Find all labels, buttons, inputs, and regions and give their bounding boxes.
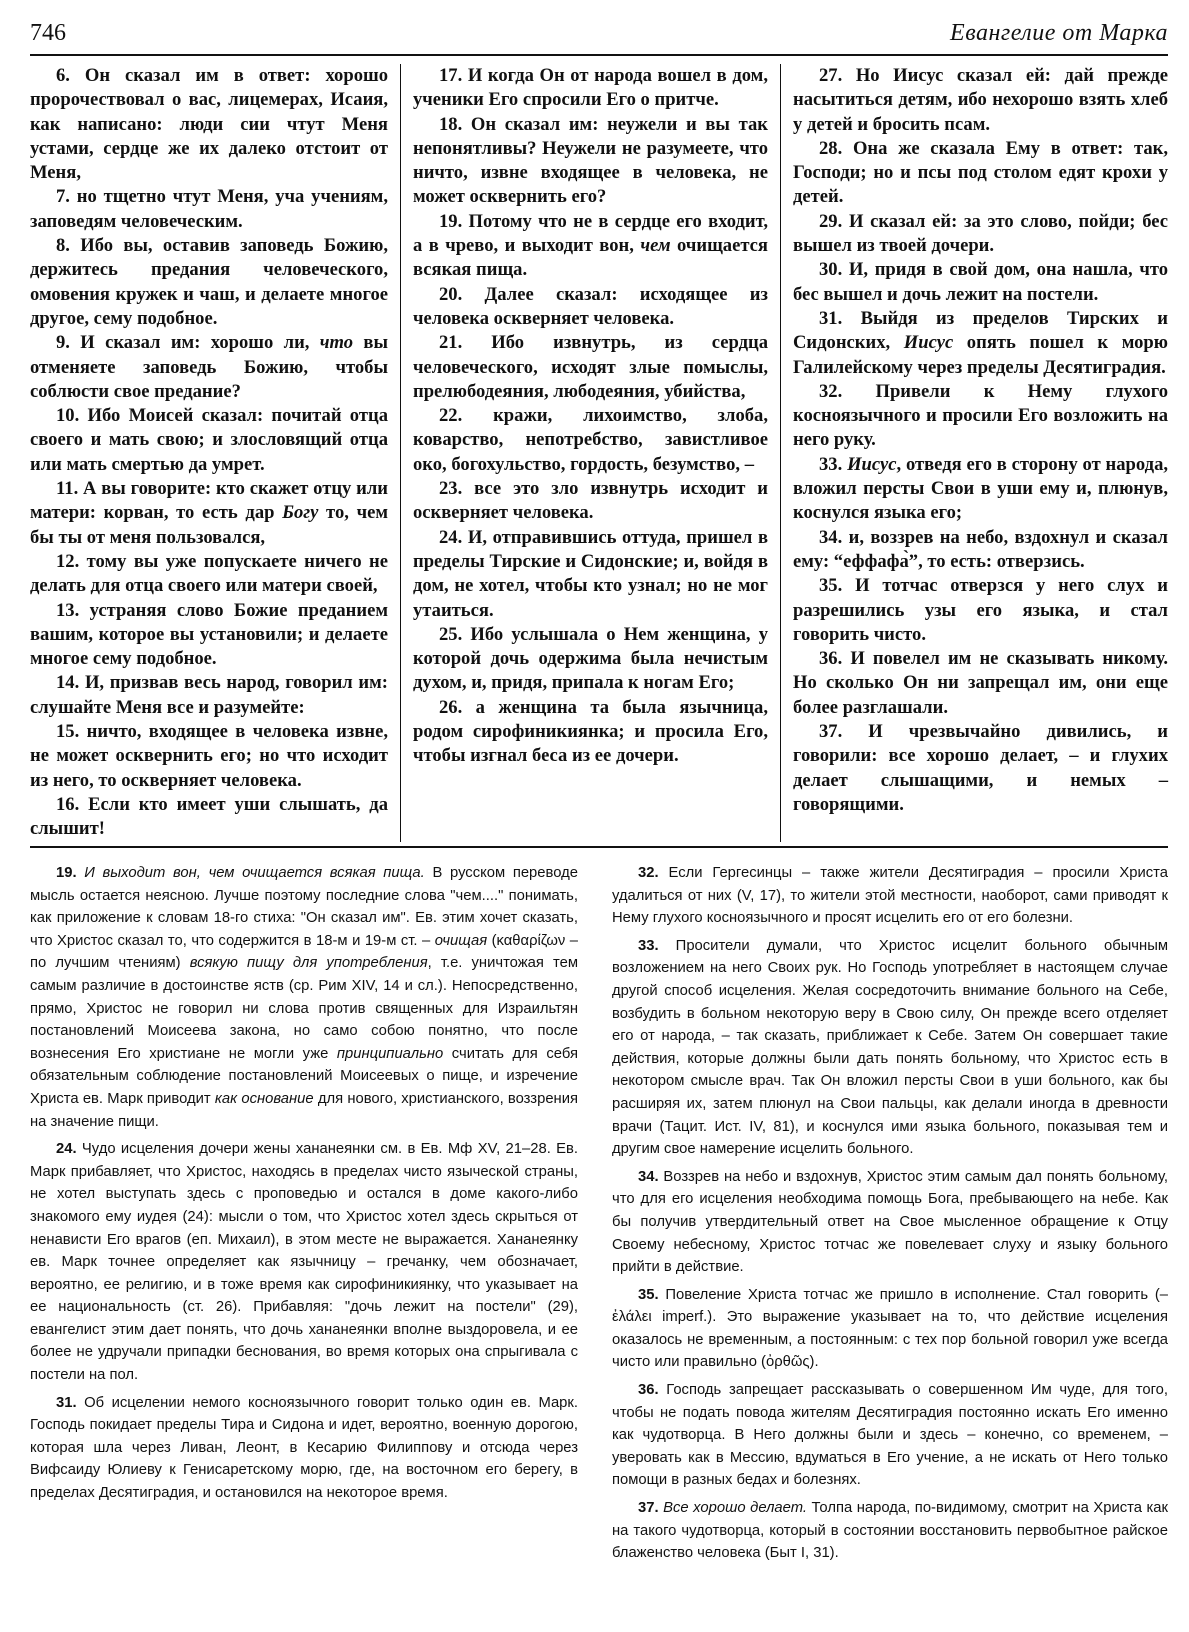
verse — [793, 64, 1168, 137]
note-number: 35. — [638, 1286, 659, 1303]
text-run: (καθαρίζων – по лучшим чтениям) — [30, 932, 578, 972]
text-run: Воззрев на небо и вздохнув, Христос этим самым дал понять больному, что для его исцеления необходима помощь Бога, пребывающего на небе. Как бы получив утвердительный ответ на Свое мысленное обращение к Отцу Своему небесному, Христос тотчас же повелевает слуху и языку больного прийти в действие. — [612, 1168, 1168, 1276]
commentary-note — [30, 862, 578, 1133]
text-run: 18. Он сказал им: неужели и вы так непонятливы? Неужели не разумеете, что ничто, извне входящее в человека, не может осквернить его? — [413, 113, 768, 208]
italic-text: Иисус — [903, 332, 954, 354]
text-run: для нового, христианского, воззрения на значение пищи. — [30, 1090, 578, 1130]
text-run: 25. Ибо услышала о Нем женщина, у которой дочь одержима была нечистым духом, и, придя, припала к ногам Его; — [413, 623, 768, 694]
text-run: 17. И когда Он от народа вошел в дом, ученики Его спросили Его о притче. — [413, 65, 768, 111]
note-number: 34. — [638, 1168, 659, 1185]
verse — [793, 647, 1168, 720]
verse — [30, 185, 388, 234]
text-run: Повеление Христа тотчас же пришло в исполнение. Стал говорить (–ἐλάλει imperf.). Это выражение указывает на то, что действие исцеления оказалось не временным, а постоянным: с тех пор больной говорил уже всегда чисто или правильно (ὀρθῶς). — [612, 1286, 1168, 1371]
commentary-note — [612, 1166, 1168, 1279]
scripture-column-1 — [30, 64, 400, 842]
text-run: 9. И сказал им: хорошо ли, — [56, 332, 320, 354]
verse — [30, 550, 388, 599]
text-run: 6. Он сказал им в ответ: хорошо пророчествовал о вас, лицемерах, Исаия, как написано: люди сии чтут Меня устами, сердце же их далеко отстоит от Меня, — [30, 65, 388, 184]
verse — [413, 283, 768, 332]
text-run: 32. Привели к Нему глухого косноязычного и просили Его возложить на него руку. — [793, 380, 1168, 451]
verse — [413, 623, 768, 696]
section-divider — [30, 846, 1168, 848]
text-run: 24. И, отправившись оттуда, пришел в пределы Тирские и Сидонские; и, войдя в дом, не хотел, чтобы кто узнал; но не мог утаиться. — [413, 526, 768, 621]
text-run: 31. Выйдя из пределов Тирских и Сидонских, — [793, 307, 1168, 354]
italic-text: как основание — [214, 1090, 314, 1107]
text-run: очищается всякая пища. — [413, 235, 768, 281]
verse — [30, 599, 388, 672]
text-run: 35. И тотчас отверзся у него слух и разрешились узы его языка, и стал говорить чисто. — [793, 575, 1168, 645]
page-header — [30, 14, 1168, 56]
text-run: 23. все это зло извнутрь исходит и оскверняет человека. — [413, 478, 768, 524]
verse — [30, 404, 388, 477]
text-run: 10. Ибо Моисей сказал: почитай отца своего и мать свою; и злословящий отца или мать смертью да умрет. — [30, 405, 388, 475]
verse — [30, 331, 388, 404]
text-run: Если Гергесинцы – также жители Десятиградия – просили Христа удалиться от них (V, 17), то жители этой местности, наоборот, сами приводят к Нему глухого косноязычного и просят исцелить его от его болезни. — [612, 865, 1168, 927]
text-run: считать для себя обязательным соблюдение постановлений Моисеевых о пище, и изречение Христа ев. Марк приводит — [30, 1045, 578, 1107]
running-title: Евангелие от Марка — [950, 20, 1168, 46]
text-run: 19. Потому что не в сердце его входит, а в чрево, и выходит вон, — [413, 210, 768, 257]
text-run: 15. ничто, входящее в человека извне, не может осквернить его; но что исходит из него, то оскверняет человека. — [30, 721, 388, 791]
commentary-note — [612, 935, 1168, 1161]
text-run: вы отменяете заповедь Божию, чтобы соблюсти свое предание? — [30, 332, 388, 402]
verse — [793, 210, 1168, 259]
note-number: 32. — [638, 865, 659, 881]
commentary-note — [612, 862, 1168, 930]
scripture-column-2 — [400, 64, 780, 842]
note-number: 24. — [56, 1141, 77, 1158]
italic-text: что — [319, 332, 354, 354]
text-run: , отведя его в сторону от народа, вложил персты Свои в уши ему и, плюнув, коснулся языка его; — [793, 453, 1169, 524]
verse — [30, 793, 388, 842]
verse — [413, 64, 768, 113]
text-run: 13. устраняя слово Божие преданием вашим, которое вы установили; и делаете многое сему подобное. — [30, 599, 388, 670]
note-number: 37. — [638, 1500, 659, 1517]
text-run: 20. Далее сказал: исходящее из человека оскверняет человека. — [413, 283, 768, 329]
text-run: 37. И чрезвычайно дивились, и говорили: все хорошо делает, – и глухих делает слышащими, и немых – говорящими. — [793, 721, 1168, 815]
note-lemma: Все хорошо делает. — [663, 1500, 807, 1517]
verse — [30, 477, 388, 550]
commentary-note — [612, 1497, 1168, 1565]
text-run: 11. А вы говорите: кто скажет отцу или матери: корван, то есть дар — [30, 478, 388, 524]
text-run: 29. И сказал ей: за это слово, пойди; бес вышел из твоей дочери. — [793, 210, 1168, 257]
verse — [413, 210, 768, 283]
verse — [413, 113, 768, 210]
verse — [793, 258, 1168, 307]
text-run: 21. Ибо извнутрь, из сердца человеческого, исходят злые помыслы, прелюбодеяния, любодеяния, убийства, — [413, 332, 768, 402]
commentary-note — [30, 1392, 578, 1505]
text-run: 27. Но Иисус сказал ей: дай прежде насытиться детям, ибо нехорошо взять хлеб у детей и бросить псам. — [793, 65, 1168, 135]
text-run: опять пошел к морю Галилейскому через пределы Десятиградия. — [793, 332, 1168, 378]
verse — [793, 137, 1168, 210]
verse — [413, 696, 768, 769]
text-run: 14. И, призвав весь народ, говорил им: слушайте Меня все и разумейте: — [30, 672, 388, 718]
text-run: Просители думали, что Христос исцелит больного обычным возложением на него Своих рук. Но Господь употребляет в настоящем случае другой способ исцеления. Желая сосредоточить внимание больного на Себе, возбудить в больном некоторую веру в Свою силу, Он прежде всего отделяет его от народа, – так сказать, приближает к Себе. Затем Он совершает такие действия, которые должны были дать понять больному, что Христос есть в некотором смысле врач. Так Он вложил персты Свои в уши больного, как бы расширяя их, затем плюнул на Свои пальцы, как делали иногда в древности врачи (Тацит. Ист. IV, 81), и коснулся ими языка больного, показывая тем и другим свое намерение исцелить больного. — [612, 937, 1168, 1158]
text-run: Чудо исцеления дочери жены хананеянки см. в Ев. Мф XV, 21–28. Ев. Марк прибавляет, что Христос, находясь в пределах чисто языческой страны, не хотел выступать здесь с проповедью и остался в доме какого-либо знакомого ему иудея (24): мысли о том, что Христос хотел здесь скрыться от ненависти Его врагов (еп. Михаил), в этом месте не выражается. Хананеянку ев. Марк точнее определяет как язычницу – гречанку, чем обозначает, вероятно, ее религию, и в тоже время как сирофиникиянку, что указывает на ее национальность (ст. 26). Прибавляя: "дочь лежит на постели" (29), евангелист этим дает понять, что дочь хананеянки вполне выздоровела, и ее более не удручали припадки беснования, во время которых она спрыгивала с постели на пол. — [30, 1141, 578, 1384]
commentary-column-1 — [30, 862, 588, 1570]
text-run: то, чем бы ты от меня пользовался, — [30, 502, 388, 548]
italic-text: Богу — [282, 502, 319, 524]
note-number: 36. — [638, 1382, 659, 1399]
text-run: 34. и, воззрев на небо, вздохнул и сказал ему: “еффафа̀”, то есть: отверзись. — [793, 526, 1168, 572]
verse — [793, 526, 1168, 575]
italic-text: Иисус — [847, 453, 897, 475]
note-number: 19. — [56, 865, 77, 881]
verse — [30, 720, 388, 793]
text-run: 36. И повелел им не сказывать никому. Но сколько Он ни запрещал им, они еще более разглашали. — [793, 648, 1168, 718]
verse — [413, 404, 768, 477]
verse — [793, 307, 1168, 380]
text-run: 30. И, придя в свой дом, она нашла, что бес вышел и дочь лежит на постели. — [793, 259, 1168, 305]
text-run: 22. кражи, лихоимство, злоба, коварство, непотребство, завистливое око, богохульство, гордость, безумство, – — [413, 405, 768, 475]
text-run: 33. — [819, 453, 848, 475]
scripture-column-3 — [780, 64, 1168, 842]
text-run: 26. а женщина та была язычница, родом сирофиникиянка; и просила Его, чтобы изгнал беса из ее дочери. — [413, 696, 768, 767]
note-number: 33. — [638, 937, 659, 954]
note-number: 31. — [56, 1394, 77, 1411]
italic-text: всякую пищу для употребления — [189, 955, 428, 972]
text-run: 16. Если кто имеет уши слышать, да слышит! — [30, 793, 388, 840]
commentary — [30, 862, 1168, 1570]
commentary-column-2 — [588, 862, 1168, 1570]
italic-text: принципиально — [336, 1045, 444, 1062]
verse — [413, 331, 768, 404]
text-run: Об исцелении немого косноязычного говорит только один ев. Марк. Господь покидает пределы Тира и Сидона и идет, вероятно, военную дорогою, которая шла через Ливан, Леонт, в Кесарию Филиппову и отсюда через Вифсаиду Юлиеву к Генисаретскому морю, где, на восточном его берегу, в пределах Десятиградия, и остановился на некоторое время. — [30, 1394, 578, 1502]
verse — [793, 453, 1168, 526]
text-run: 12. тому вы уже попускаете ничего не делать для отца своего или матери своей, — [30, 550, 388, 597]
text-run: , т.е. уничтожая тем самым различие в достоинстве яств (ср. Рим XIV, 14 и сл.). Непосредственно, прямо, Христос не говорил ни слова против священных для Израильтян постановлений Моисеева закона, но само собою понятно, что после вознесения Его христиане не могли уже — [30, 955, 578, 1062]
commentary-note — [30, 1138, 578, 1387]
book-page — [30, 14, 1168, 1614]
text-run: 7. но тщетно чтут Меня, уча учениям, заповедям человеческим. — [30, 186, 388, 232]
note-lemma: И выходит вон, чем очищается всякая пища. — [84, 865, 425, 881]
verse — [793, 574, 1168, 647]
text-run: Господь запрещает рассказывать о совершенном Им чуде, для того, чтобы не подать повода жителям Десятиградия постоянно искать Его именно как чудотворца. В Него должны были и здесь – конечно, со временем, – уверовать как в Мессию, вдуматься в Его учение, а не искать от Него только помощи в разных бедах и болезнях. — [612, 1382, 1168, 1489]
verse — [793, 380, 1168, 453]
page-number: 746 — [30, 20, 66, 46]
italic-text: чем — [640, 235, 671, 257]
verse — [793, 720, 1168, 817]
italic-text: очищая — [434, 932, 488, 949]
commentary-note — [612, 1284, 1168, 1374]
verse — [413, 477, 768, 526]
text-run: В русском переводе мысль остается неясною. Лучше поэтому последние слова "чем...." понимать, как приложение к словам 18-го стиха: "Он сказал им". Ев. этим хочет сказать, что Христос сказал то, что содержится в 18-м и 19-м ст. – — [30, 865, 578, 949]
text-run: 8. Ибо вы, оставив заповедь Божию, держитесь предания человеческого, омовения кружек и чаш, и делаете многое другое, сему подобное. — [30, 235, 388, 329]
text-run: Толпа народа, по-видимому, смотрит на Христа как на такого чудотворца, который в состоянии восстановить первобытное райское блаженство человека (Быт I, 31). — [612, 1500, 1168, 1562]
verse — [30, 671, 388, 720]
verse — [30, 234, 388, 331]
verse — [413, 526, 768, 623]
verse — [30, 64, 388, 185]
commentary-note — [612, 1379, 1168, 1492]
text-run: 28. Она же сказала Ему в ответ: так, Господи; но и псы под столом едят крохи у детей. — [793, 137, 1168, 208]
scripture-text — [30, 64, 1168, 842]
